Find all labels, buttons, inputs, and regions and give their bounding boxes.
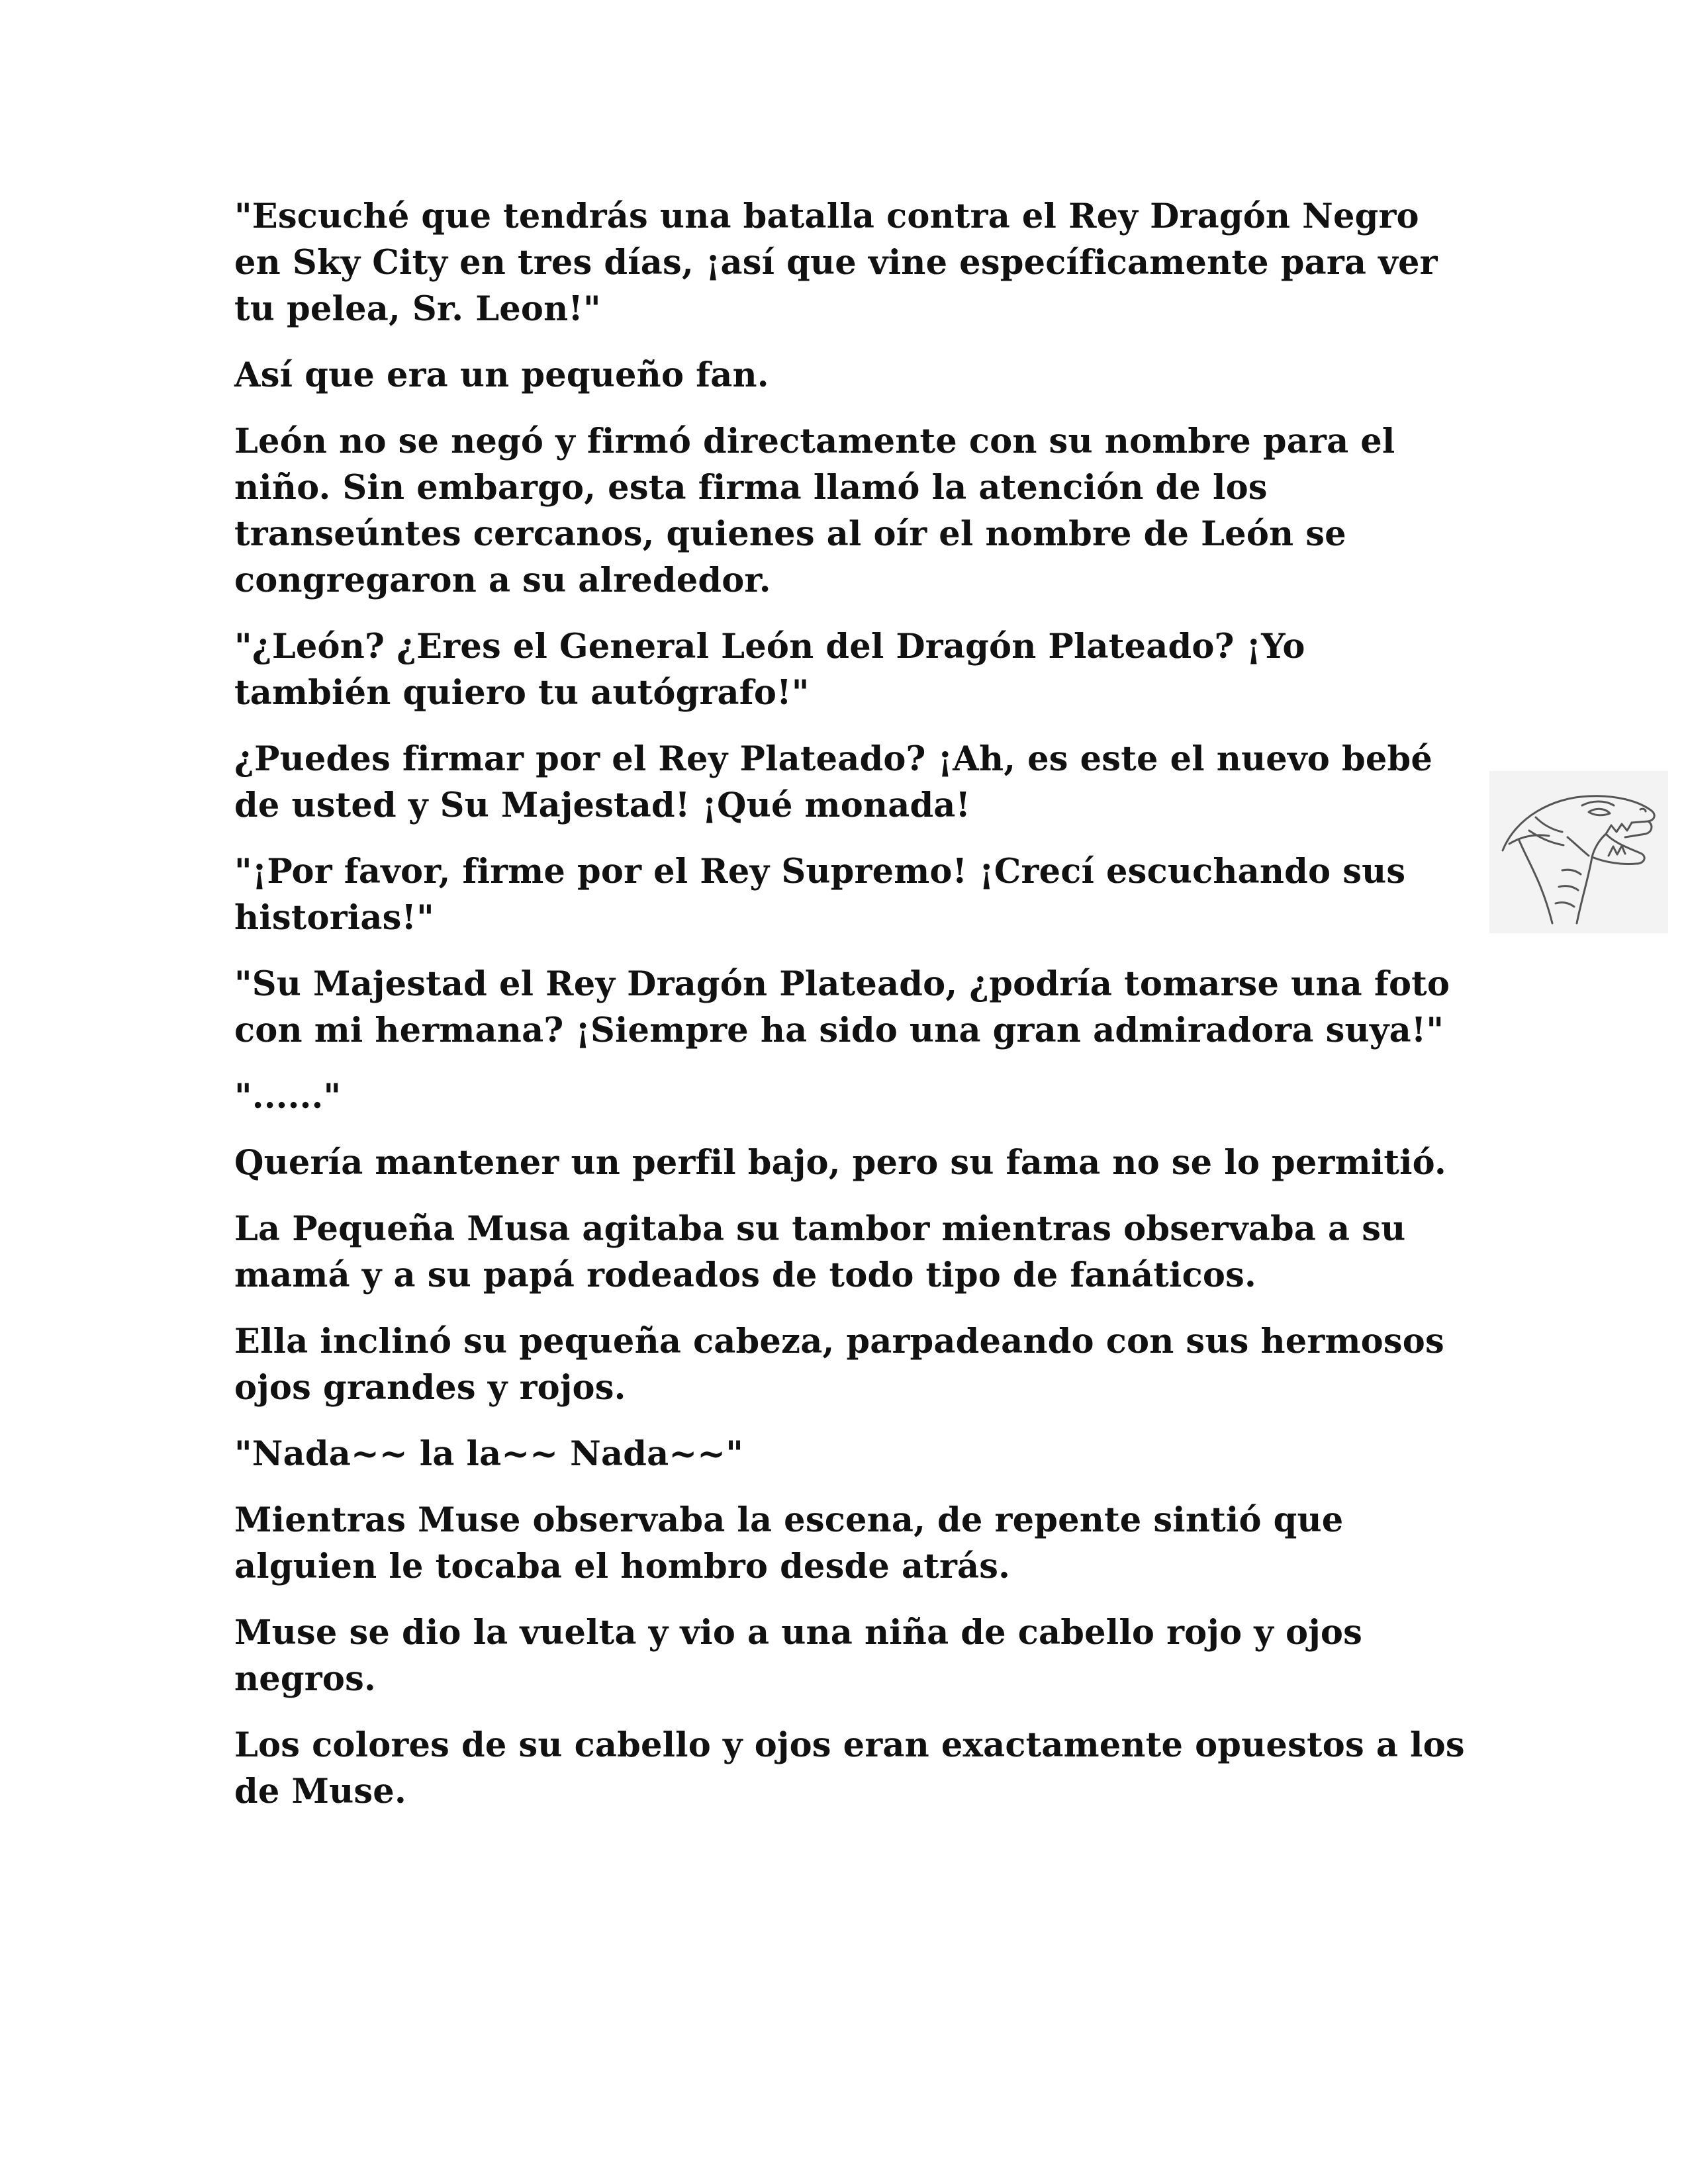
paragraph: La Pequeña Musa agitaba su tambor mientras observaba a su mamá y a su papá rodeados de todo tipo de fanáticos. (234, 1209, 1406, 1295)
paragraph: "¿León? ¿Eres el General León del Dragón Plateado? ¡Yo también quiero tu autógrafo!" (234, 627, 1305, 713)
paragraph: "......" (234, 1077, 342, 1116)
paragraph: Así que era un pequeño fan. (234, 355, 769, 395)
paragraph: "Escuché que tendrás una batalla contra el Rey Dragón Negro en Sky City en tres días, ¡así que vine específicamente para ver tu pelea, Sr. Leon!" (234, 197, 1438, 329)
paragraph: Mientras Muse observaba la escena, de repente sintió que alguien le tocaba el hombro desde atrás. (234, 1500, 1344, 1586)
paragraph: ¿Puedes firmar por el Rey Plateado? ¡Ah, es este el nuevo bebé de usted y Su Majestad! ¡Qué monada! (234, 739, 1432, 825)
paragraph: "Su Majestad el Rey Dragón Plateado, ¿podría tomarse una foto con mi hermana? ¡Siempre ha sido una gran admiradora suya!" (234, 964, 1450, 1050)
dragon-sketch-svg (1489, 771, 1668, 933)
paragraph: Muse se dio la vuelta y vio a una niña de cabello rojo y ojos negros. (234, 1613, 1362, 1699)
paragraph: Los colores de su cabello y ojos eran exactamente opuestos a los de Muse. (234, 1725, 1465, 1811)
dragon-head-sketch-icon (1489, 771, 1668, 933)
text-body (234, 193, 1466, 1835)
paragraph: "¡Por favor, firme por el Rey Supremo! ¡Crecí escuchando sus historias!" (234, 852, 1406, 938)
paragraph: Quería mantener un perfil bajo, pero su fama no se lo permitió. (234, 1143, 1446, 1183)
paragraph: Ella inclinó su pequeña cabeza, parpadeando con sus hermosos ojos grandes y rojos. (234, 1322, 1444, 1408)
paragraph: "Nada~~ la la~~ Nada~~" (234, 1434, 743, 1474)
paragraph: León no se negó y firmó directamente con su nombre para el niño. Sin embargo, esta firma llamó la atención de los transeúntes cercanos, quienes al oír el nombre de León se congregaron a su alrededor. (234, 422, 1395, 600)
